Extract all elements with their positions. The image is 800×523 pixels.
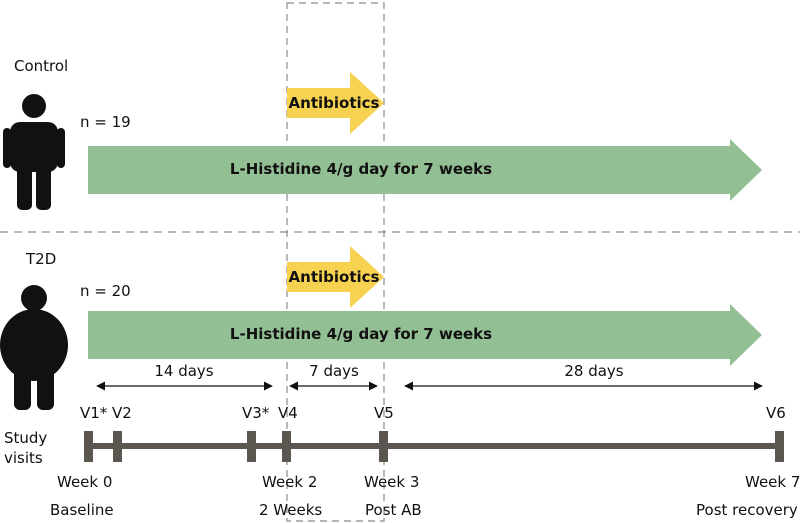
control-n: n = 19 [80, 113, 131, 131]
week-label-2: Week 2 [262, 473, 318, 491]
t2d-n: n = 20 [80, 282, 131, 300]
timeline-label-line1: Study [4, 429, 48, 447]
t2d-antibiotics-label: Antibiotics [288, 268, 380, 286]
visit-label-v3: V3* [242, 404, 270, 422]
timeline-bar [88, 443, 780, 449]
interval-7-days-label: 7 days [309, 362, 359, 380]
interval-14-days-label: 14 days [154, 362, 214, 380]
visit-label-v2: V2 [112, 404, 132, 422]
visit-tick-v4 [282, 431, 291, 462]
phase-label-2-weeks: 2 Weeks [259, 501, 323, 519]
visit-tick-v2 [113, 431, 122, 462]
interval-28-days-label: 28 days [564, 362, 624, 380]
visit-label-v6: V6 [766, 404, 786, 422]
phase-label-post-recovery: Post recovery [696, 501, 798, 519]
t2d-treatment-label: L-Histidine 4/g day for 7 weeks [229, 325, 493, 343]
control-treatment-label: L-Histidine 4/g day for 7 weeks [229, 160, 493, 178]
visit-label-v1: V1* [80, 404, 108, 422]
week-label-7: Week 7 [745, 473, 800, 491]
person-obese-icon [0, 285, 68, 410]
week-label-0: Week 0 [57, 473, 113, 491]
control-antibiotics-label: Antibiotics [288, 94, 380, 112]
control-label: Control [14, 57, 69, 75]
t2d-label: T2D [26, 250, 57, 268]
visit-label-v4: V4 [278, 404, 298, 422]
visit-tick-v1 [84, 431, 93, 462]
visit-tick-v3 [247, 431, 256, 462]
week-label-3: Week 3 [364, 473, 420, 491]
phase-label-baseline: Baseline [50, 501, 114, 519]
phase-label-post-ab: Post AB [365, 501, 422, 519]
person-icon [3, 94, 65, 210]
visit-tick-v6 [775, 431, 784, 462]
visit-tick-v5 [379, 431, 388, 462]
timeline-label-line2: visits [4, 449, 43, 467]
visit-label-v5: V5 [374, 404, 394, 422]
